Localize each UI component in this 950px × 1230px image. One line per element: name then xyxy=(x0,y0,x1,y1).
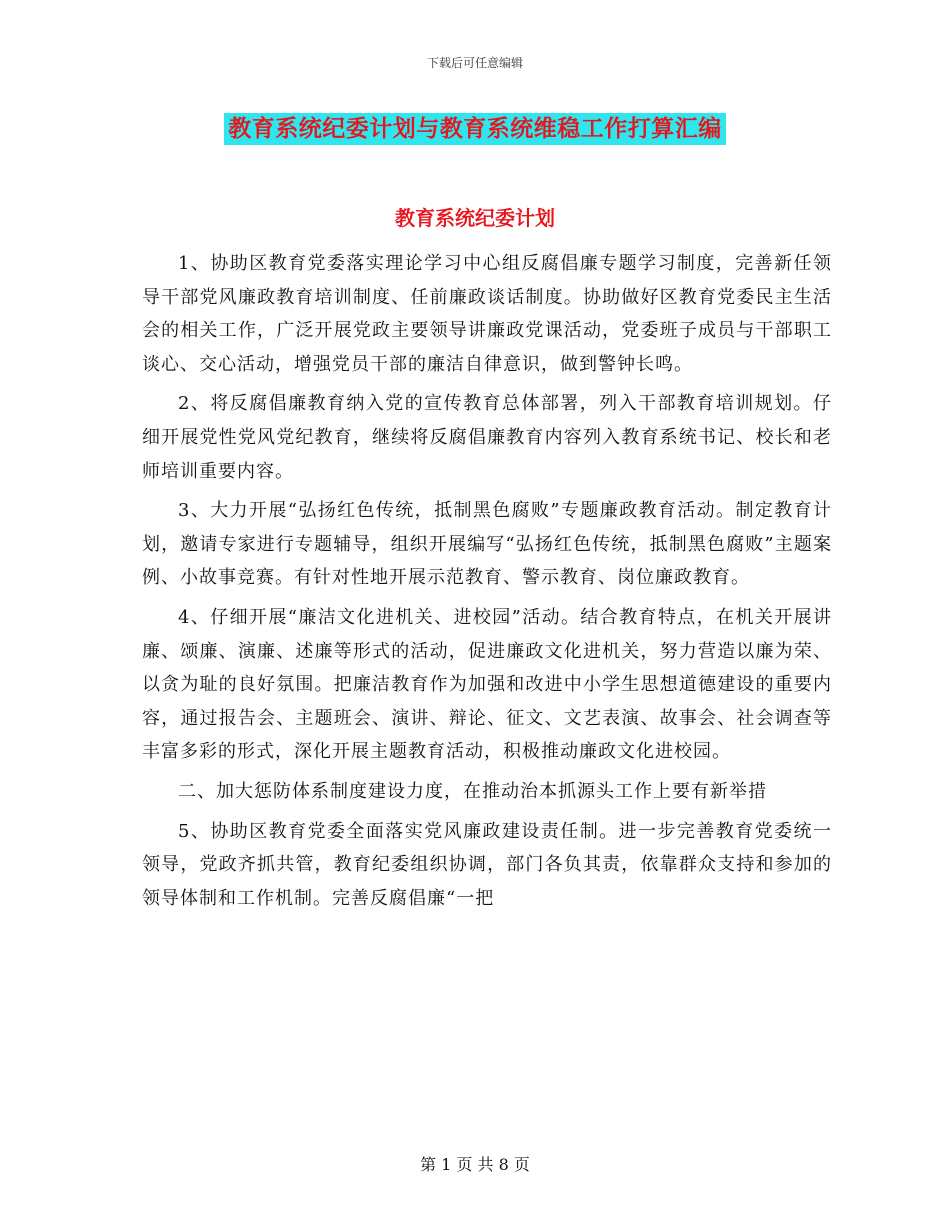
document-title: 教育系统纪委计划与教育系统维稳工作打算汇编 xyxy=(224,113,726,145)
paragraph: 3、大力开展“弘扬红色传统，抵制黑色腐败”专题廉政教育活动。制定教育计划，邀请专家进行专题辅导，组织开展编写“弘扬红色传统，抵制黑色腐败”主题案例、小故事竞赛。有针对性地开展示范教育、警示教育、岗位廉政教育。 xyxy=(142,500,832,589)
paragraph: 1、协助区教育党委落实理论学习中心组反腐倡廉专题学习制度，完善新任领导干部党风廉政教育培训制度、任前廉政谈话制度。协助做好区教育党委民主生活会的相关工作，广泛开展党政主要领导讲廉政党课活动，党委班子成员与干部职工谈心、交心活动，增强党员干部的廉洁自律意识，做到警钟长鸣。 xyxy=(142,253,832,375)
document-title-wrap xyxy=(0,113,950,145)
paragraph: 5、协助区教育党委全面落实党风廉政建设责任制。进一步完善教育党委统一领导，党政齐抓共管，教育纪委组织协调，部门各负其责，依靠群众支持和参加的领导体制和工作机制。完善反腐倡廉“一把 xyxy=(142,820,832,909)
paragraph: 2、将反腐倡廉教育纳入党的宣传教育总体部署，列入干部教育培训规划。仔细开展党性党风党纪教育，继续将反腐倡廉教育内容列入教育系统书记、校长和老师培训重要内容。 xyxy=(142,393,832,482)
document-body xyxy=(142,247,832,921)
section-title: 教育系统纪委计划 xyxy=(395,206,555,230)
page-number: 第 1 页 共 8 页 xyxy=(420,1155,530,1174)
header-note: 下载后可任意编辑 xyxy=(426,56,523,70)
paragraph: 4、仔细开展“廉洁文化进机关、进校园”活动。结合教育特点，在机关开展讲廉、颂廉、演廉、述廉等形式的活动，促进廉政文化进机关，努力营造以廉为荣、以贪为耻的良好氛围。把廉洁教育作为加强和改进中小学生思想道德建设的重要内容，通过报告会、主题班会、演讲、辩论、征文、文艺表演、故事会、社会调查等丰富多彩的形式，深化开展主题教育活动，积极推动廉政文化进校园。 xyxy=(142,606,832,763)
paragraph: 二、加大惩防体系制度建设力度，在推动治本抓源头工作上要有新举措 xyxy=(178,780,767,802)
